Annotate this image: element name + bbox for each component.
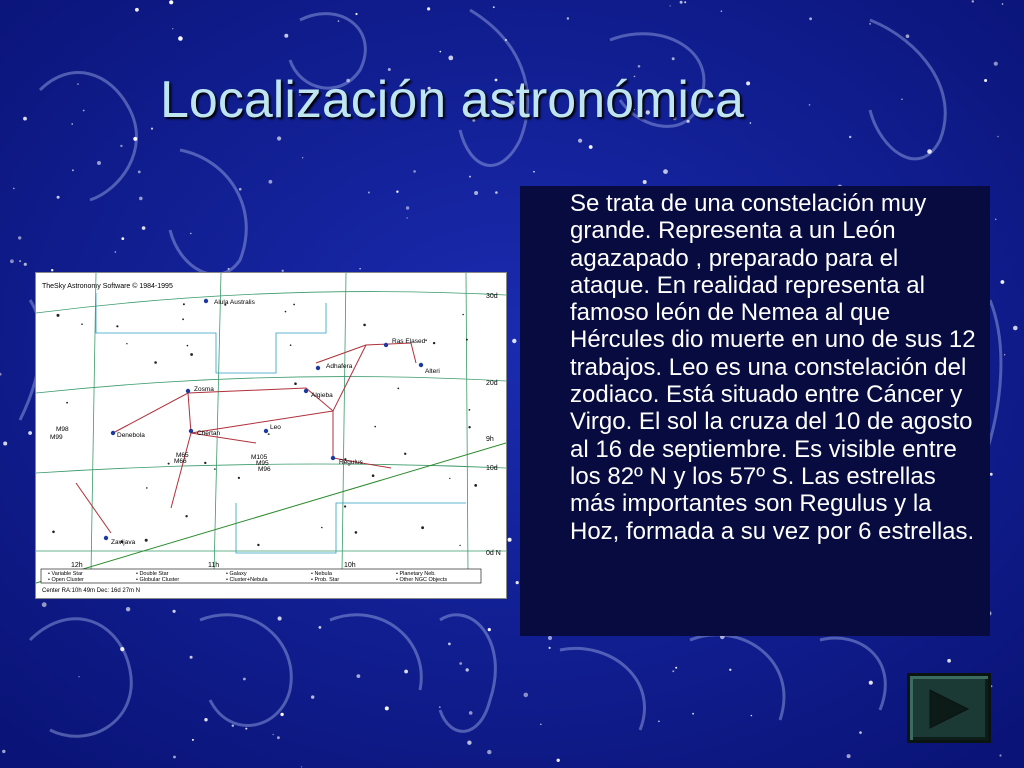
background-star [120,647,124,651]
map-faint-star [116,325,118,327]
background-star [672,57,675,60]
background-star [488,628,491,631]
map-star [304,389,308,393]
map-faint-star [459,545,460,546]
background-star [319,626,322,629]
map-ra-label: 12h [71,562,83,569]
background-star [151,128,153,130]
background-star [680,1,683,4]
background-star [138,171,141,174]
background-star [169,0,173,4]
map-legend-item: • Galaxy [226,571,247,577]
map-faint-star [344,505,346,507]
background-star [643,180,647,184]
background-star [469,711,473,715]
background-star [173,756,176,759]
background-star [204,718,207,721]
background-star [172,28,173,29]
map-faint-star [421,526,424,529]
background-star [311,695,314,698]
background-star [746,81,750,85]
background-star [859,731,862,734]
background-star [663,169,668,174]
map-header: TheSky Astronomy Software © 1984-1995 [42,283,173,290]
background-star [178,36,183,41]
map-star [419,363,423,367]
background-star [999,754,1001,756]
map-faint-star [126,343,127,344]
background-star [997,136,999,138]
map-star-label: Leo [270,424,281,431]
star-chart [36,273,506,598]
map-faint-star [183,303,185,305]
map-star [104,536,108,540]
map-legend-item: • Planetary Neb. [396,571,436,577]
map-star-label: Chertan [197,430,221,437]
background-star [13,188,15,190]
background-star [338,20,339,21]
background-star [77,83,79,85]
map-object-label: M105 [251,454,268,461]
background-star [78,676,79,677]
background-star [847,754,851,758]
map-star-label: Zavijava [111,539,136,546]
background-star [493,6,495,8]
next-slide-button[interactable] [907,673,991,743]
map-dec-label: 0d N [486,550,501,557]
map-faint-star [185,515,187,517]
map-faint-star [290,344,292,346]
map-faint-star [182,318,184,320]
background-star [459,662,462,665]
background-star [448,643,451,646]
map-faint-star [187,345,189,347]
background-star [239,188,242,191]
map-legend-item: • Double Star [136,571,169,577]
map-legend-item: • Globular Cluster [136,577,180,583]
background-star [750,122,752,124]
description-panel [520,186,990,636]
background-star [192,739,194,741]
background-star [359,268,360,269]
map-faint-star [468,426,470,428]
background-star [357,674,361,678]
map-faint-star [433,342,435,344]
background-star [18,236,21,239]
map-star [111,431,115,435]
map-star-label: Adhafera [326,363,353,370]
background-star [505,39,507,41]
map-faint-star [285,311,287,313]
map-faint-star [168,463,170,465]
map-faint-star [81,323,83,325]
background-star [448,56,453,61]
background-star [413,170,416,173]
map-dec-label: 9h [486,436,494,443]
background-star [368,192,370,194]
background-star [524,693,529,698]
background-star [280,713,283,716]
background-star [809,104,811,106]
map-faint-star [57,314,60,317]
map-star [186,389,190,393]
background-star [135,8,139,12]
map-dec-label: 30d [486,293,498,300]
map-center: Center RA:10h 49m Dec: 16d 27m N [42,588,141,594]
background-star [302,157,303,158]
background-star [567,17,569,19]
background-star [869,23,870,24]
background-star [427,7,430,10]
background-star [243,678,246,681]
map-faint-star [204,462,206,464]
map-faint-star [469,409,471,411]
background-star [508,538,512,542]
background-star [406,206,409,209]
background-star [269,180,273,184]
background-star [516,581,519,584]
background-star [994,62,998,66]
background-star [1001,280,1005,284]
background-star [273,734,274,735]
background-star [869,681,873,685]
map-faint-star [363,324,366,327]
background-star [190,233,191,234]
description-text: Se trata de una constelación muy grande. Representa a un León agazapado , preparado para el ataque. En realidad representa al famoso león de Nemea al que Hércules dio muerte en uno de sus 12 trabajos. Leo es una constelación del zodiaco. Está situado entre Cáncer y Virgo. El sol la cruza del 10 de agosto al 16 de septiembre. Es visible entre los 82º N y los 57º S. Las estrellas más importantes son Regulus y la Hoz, formada a su vez por 6 estrellas. [570,190,976,545]
background-star [97,161,101,165]
background-star [670,5,671,6]
background-star [1013,326,1018,331]
map-faint-star [154,361,157,364]
background-star [142,226,146,230]
map-ra-label: 10h [344,562,356,569]
map-faint-star [449,478,450,479]
map-faint-star [397,388,399,390]
map-dec-label: 20d [486,380,498,387]
background-star [440,51,442,53]
map-faint-star [145,539,148,542]
background-star [23,117,27,121]
background-star [672,670,674,672]
background-star [28,431,32,435]
background-star [557,759,560,762]
background-star [466,668,469,671]
map-legend-item: • Open Cluster [48,577,84,583]
map-faint-star [146,487,148,489]
background-star [495,191,498,194]
background-star [548,636,552,640]
map-faint-star [474,484,477,487]
background-star [675,667,677,669]
map-faint-star [66,402,68,404]
map-faint-star [404,453,406,455]
background-star [658,721,660,723]
map-faint-star [257,544,259,546]
background-star [42,602,47,607]
background-star [284,34,288,38]
map-dec-label: 10d [486,465,498,472]
map-star [189,429,193,433]
background-star [901,98,903,100]
background-star [927,149,932,154]
map-legend-item: • Other NGC Objects [396,577,448,583]
map-legend-item: • Cluster+Nebula [226,577,268,583]
map-legend-item: • Variable Star [48,571,83,577]
map-faint-star [372,474,375,477]
background-star [638,65,641,68]
background-star [277,736,280,739]
map-star [331,456,335,460]
background-star [24,263,27,266]
background-star [1002,3,1004,5]
background-star [684,1,686,3]
background-star [1004,354,1005,355]
leo-star-map [35,272,507,599]
background-star [467,741,471,745]
background-star [385,706,389,710]
background-star [355,13,357,15]
map-faint-star [355,531,358,534]
map-ra-label: 11h [208,562,220,569]
map-star [264,429,268,433]
map-object-label: M65 [176,452,189,459]
map-faint-star [293,304,295,306]
map-faint-star [462,314,464,316]
map-faint-star [214,468,216,470]
map-star-label: Algieba [311,392,333,399]
background-star [2,750,5,753]
background-star [10,259,14,263]
map-faint-star [466,339,468,341]
map-star [204,299,208,303]
background-star [906,34,910,38]
background-star [396,191,398,193]
background-star [228,268,230,270]
background-star [19,260,21,262]
map-faint-star [190,353,193,356]
background-star [692,713,694,715]
background-star [3,442,7,446]
background-star [83,110,85,112]
map-star [316,366,320,370]
background-star [947,659,951,663]
background-star [995,219,997,221]
map-star-label: Zosma [194,386,214,393]
background-star [721,10,723,12]
map-object-label: M95 [256,460,269,467]
map-star [384,343,388,347]
background-star [469,176,471,178]
background-star [809,17,812,20]
play-arrow-icon [910,676,988,740]
background-star [126,607,130,611]
map-legend-item: • Prob. Star [311,577,340,583]
map-faint-star [268,433,270,435]
map-star-label: Ras Elased [392,338,426,345]
background-star [549,647,551,649]
slide-title: Localización astronómica [160,71,744,129]
map-faint-star [374,426,376,428]
background-star [984,79,987,82]
background-star [849,136,851,138]
background-star [133,137,137,141]
background-star [487,750,491,754]
background-star [407,217,408,218]
map-star-label: Regulus [339,459,363,466]
map-object-label: M96 [258,466,271,473]
map-star-label: Alteri [425,368,440,375]
map-faint-star [238,477,240,479]
background-star [751,715,752,716]
background-star [729,669,731,671]
background-star [278,616,282,620]
background-star [439,706,441,708]
background-star [512,339,516,343]
map-object-label: M66 [174,458,187,465]
background-star [301,766,302,767]
background-star [115,251,117,253]
background-star [578,139,582,143]
background-star [121,237,124,240]
background-star [540,724,542,726]
map-star-label: Denebola [117,432,145,439]
map-faint-star [425,339,427,341]
map-faint-star [52,531,55,534]
background-star [277,136,281,140]
background-star [533,171,535,173]
map-faint-star [321,527,323,529]
background-star [190,656,193,659]
map-object-label: M99 [50,434,63,441]
background-star [139,197,143,201]
map-faint-star [294,382,297,385]
background-star [245,728,247,730]
background-star [474,191,478,195]
background-star [990,473,993,476]
background-star [57,196,60,199]
background-star [173,610,176,613]
background-star [972,0,974,2]
map-legend-item: • Nebula [311,571,332,577]
background-star [404,670,408,674]
background-star [589,145,593,149]
background-star [71,123,73,125]
background-star [72,169,74,171]
background-star [232,725,234,727]
background-star [120,145,122,147]
map-object-label: M98 [56,426,69,433]
map-star-label: Alula Australis [214,299,255,306]
